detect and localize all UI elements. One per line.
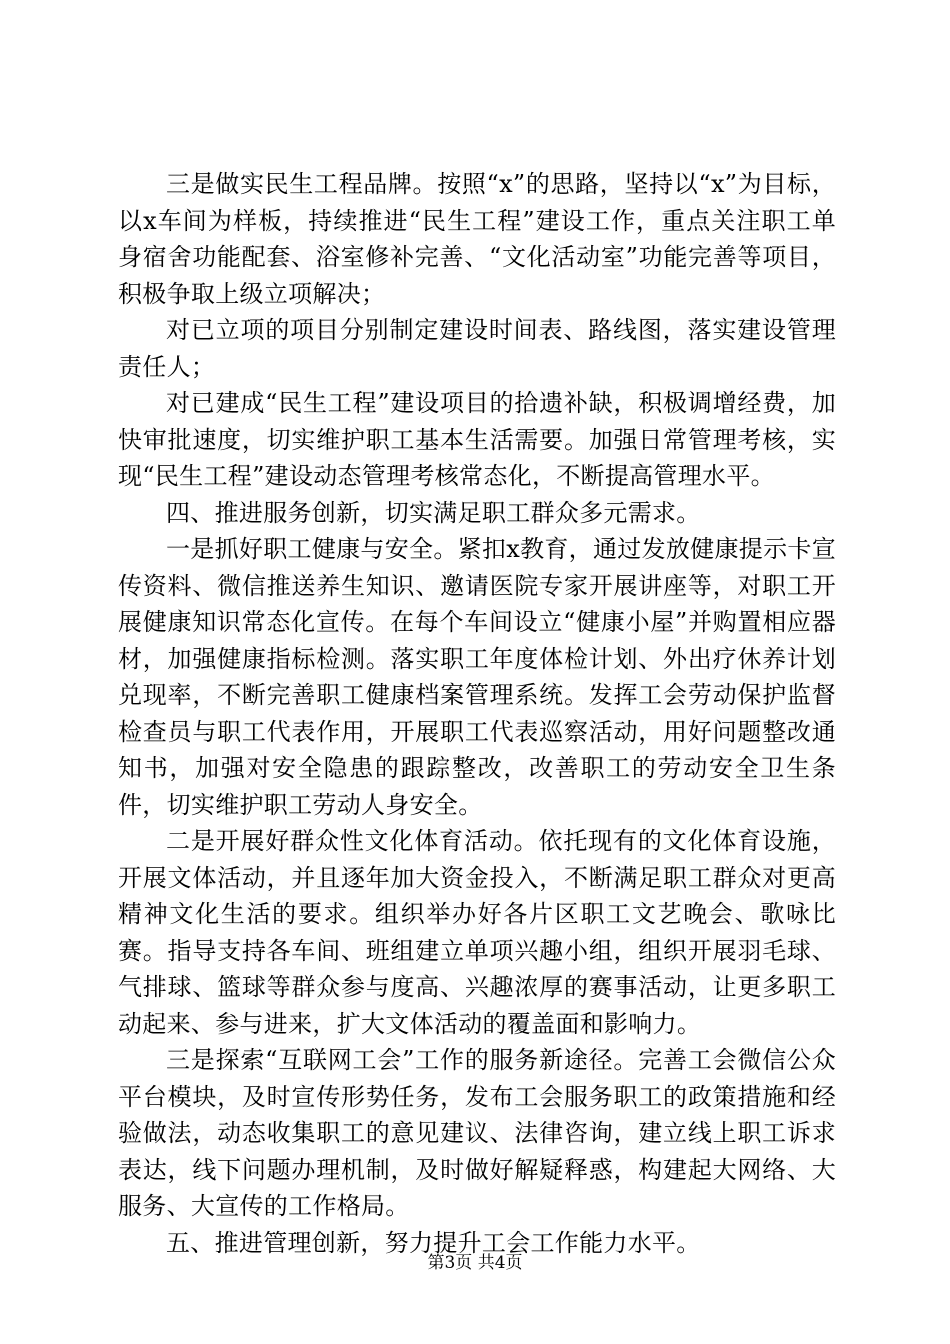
paragraph: 三是探索“互联网工会”工作的服务新途径。完善工会微信公众平台模块，及时宣传形势任务，发布工会服务职工的政策措施和经验做法，动态收集职工的意见建议、法律咨询，建立线上职工诉求表达，线下问题办理机制，及时做好解疑释惑，构建起大网络、大服务、大宣传的工作格局。 (118, 1046, 836, 1220)
page-number-footer: 第3页 共4页 (427, 1253, 523, 1273)
section-heading: 四、推进服务创新，切实满足职工群众多元需求。 (166, 498, 701, 527)
paragraph: 三是做实民生工程品牌。按照“x”的思路，坚持以“x”为目标，以x车间为样板，持续推进“民生工程”建设工作，重点关注职工单身宿舍功能配套、浴室修补完善、“文化活动室”功能完善等项目，积极争取上级立项解决； (118, 170, 836, 308)
paragraph: 二是开展好群众性文化体育活动。依托现有的文化体育设施，开展文体活动，并且逐年加大资金投入，不断满足职工群众对更高精神文化生活的要求。组织举办好各片区职工文艺晚会、歌咏比赛。指导支持各车间、班组建立单项兴趣小组，组织开展羽毛球、气排球、篮球等群众参与度高、兴趣浓厚的赛事活动，让更多职工动起来、参与进来，扩大文体活动的覆盖面和影响力。 (118, 827, 836, 1038)
paragraph: 对已立项的项目分别制定建设时间表、路线图，落实建设管理责任人； (118, 316, 836, 381)
paragraph: 一是抓好职工健康与安全。紧扣x教育，通过发放健康提示卡宣传资料、微信推送养生知识、邀请医院专家开展讲座等，对职工开展健康知识常态化宣传。在每个车间设立“健康小屋”并购置相应器材，加强健康指标检测。落实职工年度体检计划、外出疗休养计划兑现率，不断完善职工健康档案管理系统。发挥工会劳动保护监督检查员与职工代表作用，开展职工代表巡察活动，用好问题整改通知书，加强对安全隐患的跟踪整改，改善职工的劳动安全卫生条件，切实维护职工劳动人身安全。 (118, 535, 836, 819)
document-body (118, 166, 836, 1261)
paragraph: 对已建成“民生工程”建设项目的拾遗补缺，积极调增经费，加快审批速度，切实维护职工基本生活需要。加强日常管理考核，实现“民生工程”建设动态管理考核常态化，不断提高管理水平。 (118, 389, 836, 490)
section-heading: 五、推进管理创新，努力提升工会工作能力水平。 (166, 1228, 701, 1257)
